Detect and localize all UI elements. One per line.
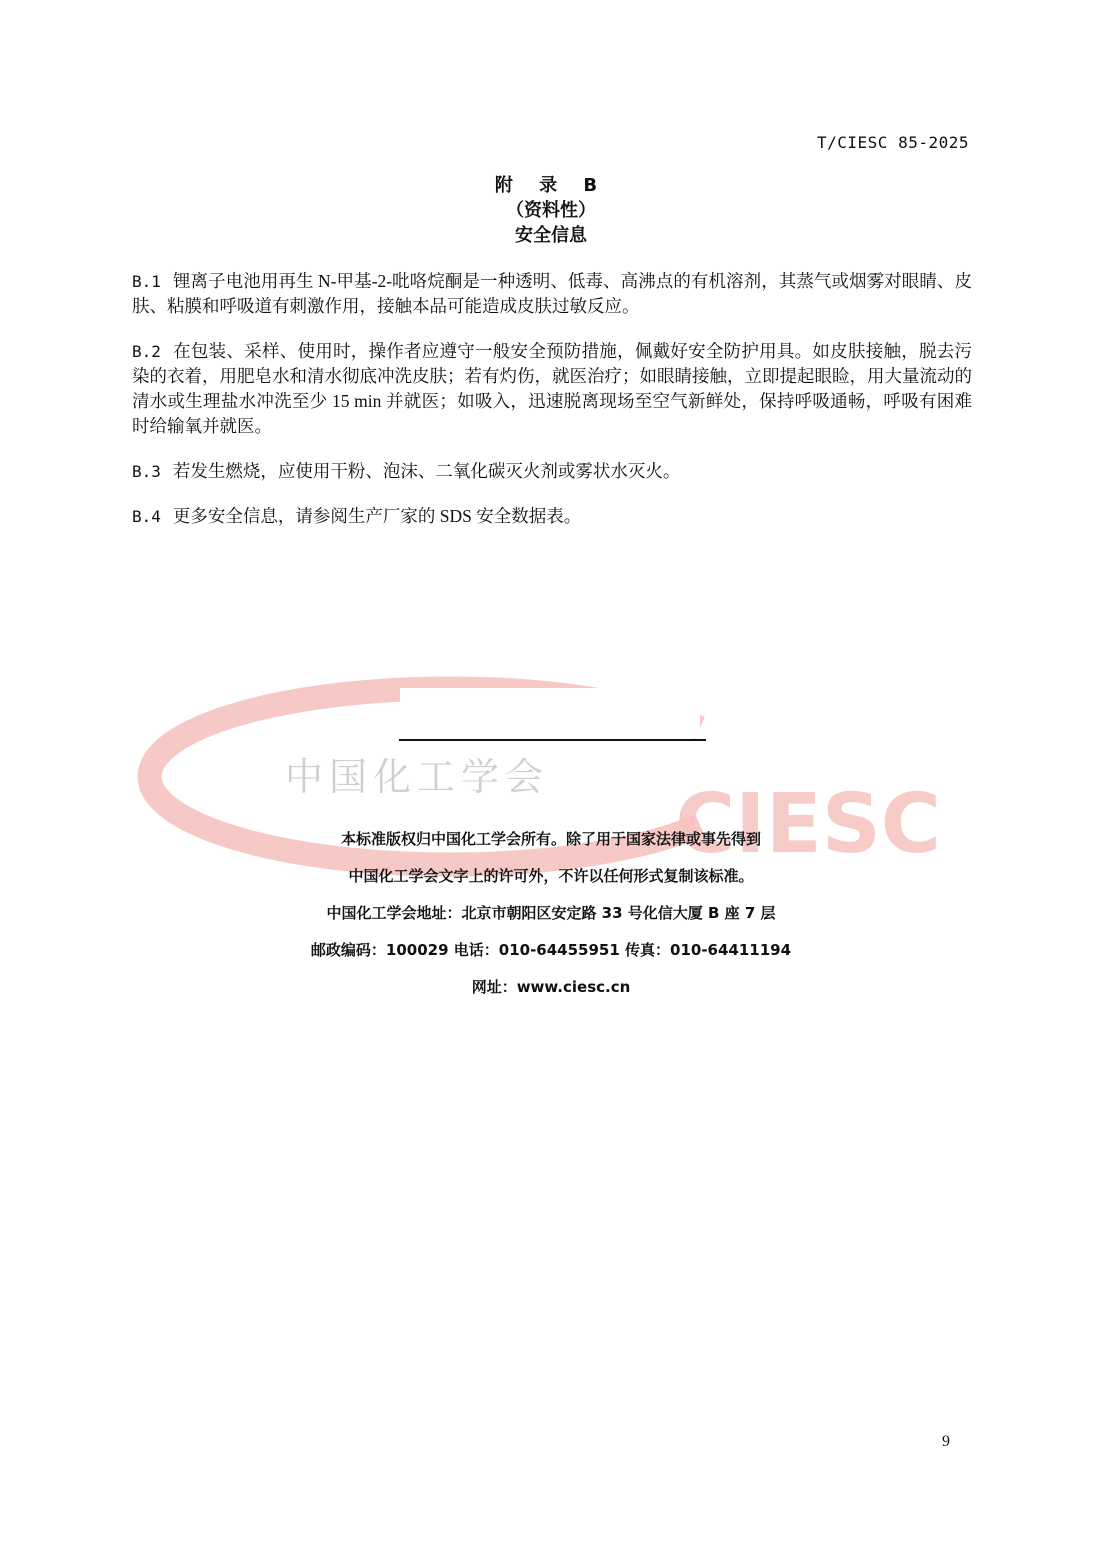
- clause-number: B.4: [132, 507, 161, 526]
- clause-text: 更多安全信息，请参阅生产厂家的 SDS 安全数据表。: [172, 506, 582, 526]
- clause-text: 在包装、采样、使用时，操作者应遵守一般安全预防措施，佩戴好安全防护用具。如皮肤接触，脱去污染的衣着，用肥皂水和清水彻底冲洗皮肤；若有灼伤，就医治疗；如眼睛接触，立即提起眼睑，用大量流动的清水或生理盐水冲洗至少 15 min 并就医；如吸入，迅速脱离现场至空气新鲜处，保持呼吸通畅，呼吸有困难时给输氧并就医。: [132, 341, 972, 436]
- clause-text: 若发生燃烧，应使用干粉、泡沫、二氧化碳灭火剂或雾状水灭火。: [172, 461, 681, 481]
- clause-b4: [132, 504, 972, 529]
- end-rule: [399, 739, 706, 741]
- clause-text: 锂离子电池用再生 N-甲基-2-吡咯烷酮是一种透明、低毒、高沸点的有机溶剂，其蒸气或烟雾对眼睛、皮肤、粘膜和呼吸道有刺激作用，接触本品可能造成皮肤过敏反应。: [132, 271, 972, 316]
- clause-number: B.3: [132, 462, 161, 481]
- clause-b3: [132, 459, 972, 484]
- document-code: T/CIESC 85-2025: [817, 133, 969, 152]
- clause-list: [132, 269, 972, 549]
- copyright-line: 本标准版权归中国化工学会所有。除了用于国家法律或事先得到: [340, 830, 761, 848]
- clause-b1: [132, 269, 972, 319]
- annex-heading: [0, 173, 1102, 248]
- contact-line: 邮政编码：100029 电话：010-64455951 传真：010-64411194: [310, 941, 792, 959]
- copyright-block: [0, 827, 1102, 1012]
- clause-number: B.2: [132, 342, 161, 361]
- clause-number: B.1: [132, 272, 161, 291]
- watermark-logo-text: CIESC: [675, 777, 941, 872]
- annex-title: 附 录 B: [494, 175, 608, 196]
- annex-nature: （资料性）: [506, 200, 596, 221]
- annex-subject: 安全信息: [515, 225, 587, 246]
- clause-b2: [132, 339, 972, 439]
- website-line: 网址：www.ciesc.cn: [471, 978, 631, 996]
- page-number: 9: [942, 1433, 950, 1450]
- copyright-line: 中国化工学会文字上的许可外，不许以任何形式复制该标准。: [348, 867, 754, 885]
- watermark-org-name: 中国化工学会: [285, 755, 550, 799]
- address-line: 中国化工学会地址：北京市朝阳区安定路 33 号化信大厦 B 座 7 层: [326, 904, 776, 922]
